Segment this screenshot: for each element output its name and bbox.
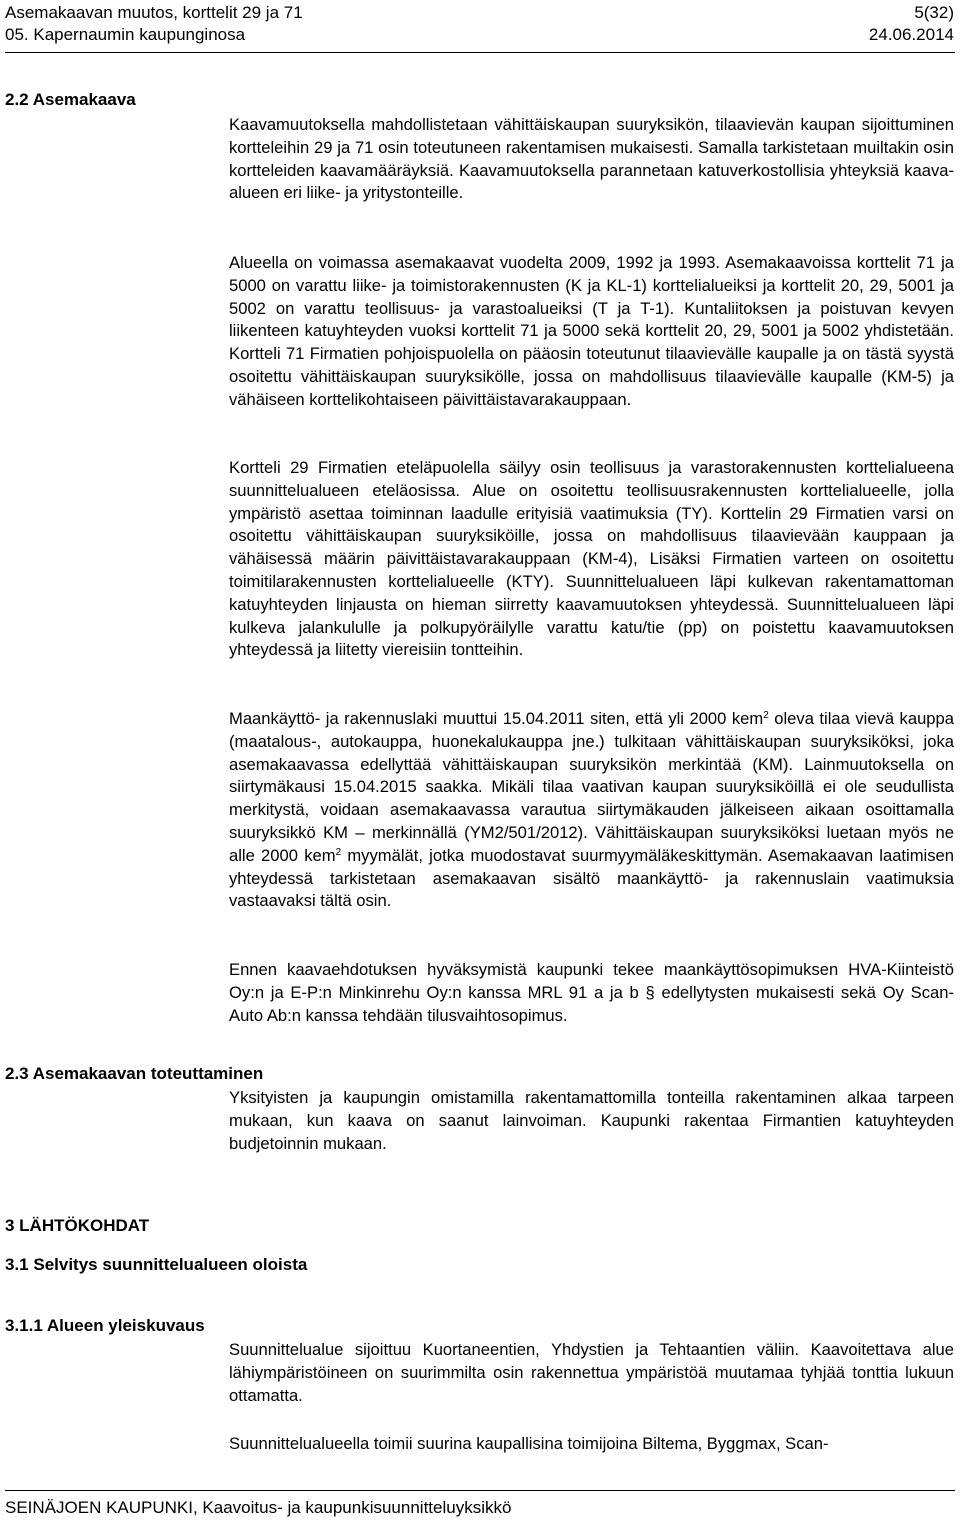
- document-subtitle: 05. Kapernaumin kaupunginosa: [5, 25, 246, 44]
- heading-asemakaava: 2.2 Asemakaava: [5, 90, 136, 109]
- paragraph-yleiskuvaus-1: Suunnittelualue sijoittuu Kuortaneentien, Yhdystien ja Tehtaantien väliin. Kaavoitettava alue lähiympäristöineen on suurimmilta osin rakennettua ympäristöä muutamaa tyhjää tonttia lukuun ottamatta.: [229, 1340, 954, 1405]
- footer-rule: [5, 1490, 955, 1491]
- footer-text: SEINÄJOEN KAUPUNKI, Kaavoitus- ja kaupunkisuunnitteluyksikkö: [5, 1498, 512, 1517]
- document-title: Asemakaavan muutos, korttelit 29 ja 71: [5, 3, 303, 22]
- heading-toteuttaminen: 2.3 Asemakaavan toteuttaminen: [5, 1064, 264, 1083]
- page-number: 5(32): [914, 3, 954, 22]
- paragraph-asemakaava-2: Alueella on voimassa asemakaavat vuodelta 2009, 1992 ja 1993. Asemakaavoissa korttelit 71 ja 5000 on varattu liike- ja toimistorakennusten (K ja KL-1) korttelialueiksi ja korttelit 20, 29, 5001 ja 5002 on varattu teollisuus- ja varastoalueiksi (T ja T-1). Kuntaliitoksen ja poistuvan kevyen liikenteen katuyhteyden vuoksi korttelit 71 ja 5000 sekä korttelit 20, 29, 5001 ja 5002 yhdistetään. Kortteli 71 Firmatien pohjoispuolella on pääosin toteutunut tilaavievälle kaupalle ja on tästä syystä osoitettu vähittäiskaupan suuryksikölle, jossa on mahdollisuus tilaavievälle kaupalle (KM-5) ja vähäiseen korttelikohtaiseen päivittäistavarakauppaan.: [229, 253, 954, 409]
- heading-selvitys: 3.1 Selvitys suunnittelualueen oloista: [5, 1255, 308, 1274]
- paragraph-toteuttaminen-1: Yksityisten ja kaupungin omistamilla rakentamattomilla tonteilla rakentaminen alkaa tarpeen mukaan, kun kaava on saanut lainvoiman. Kaupunki rakentaa Firmantien katuyhteyden budjetoinnin mukaan.: [229, 1088, 954, 1153]
- paragraph-yleiskuvaus-2: Suunnittelualueella toimii suurina kaupallisina toimijoina Biltema, Byggmax, Scan-: [229, 1434, 829, 1453]
- paragraph-asemakaava-4-part-c: myymälät, jotka muodostavat suurmyymäläkeskittymän. Asemakaavan laatimisen yhteydessä tarkistetaan asemakaavan sisältö maankäyttö- ja rakennuslain vaatimuksia vastaavaksi tältä osin.: [229, 845, 954, 911]
- paragraph-asemakaava-3: Kortteli 29 Firmatien eteläpuolella säilyy osin teollisuus ja varastorakennusten korttelialueena suunnittelualueen eteläosissa. Alue on osoitettu teollisuusrakennusten korttelialueelle, jolla ympäristö asettaa toiminnan laadulle erityisiä vaatimuksia (TY). Korttelin 29 Firmatien varsi on osoitettu vähittäiskaupan suuryksiköille, jossa on mahdollisuus tilaavievään kauppaan ja vähäisessä määrin päivittäistavarakauppaan (KM-4), Lisäksi Firmatien varteen on osoitettu toimitilarakennusten korttelialueelle (KTY). Suunnittelualueen läpi kulkevan rakentamattoman katuyhteyden linjausta on hieman siirretty kaavamuutoksen yhteydessä. Suunnittelualueen läpi kulkeva jalankululle ja polkupyöräilylle varattu katu/tie (pp) on poistettu kaavamuutoksen yhteydessä ja liitetty viereisiin tontteihin.: [229, 458, 954, 660]
- superscript-2: 2: [763, 710, 769, 721]
- heading-lahtokohdat: 3 LÄHTÖKOHDAT: [5, 1216, 150, 1235]
- paragraph-asemakaava-4-part-a: Maankäyttö- ja rakennuslaki muuttui 15.04.2011 siten, että yli 2000 kem: [229, 709, 764, 728]
- paragraph-asemakaava-4-part-b: oleva tilaa vievä kauppa (maatalous-, autokauppa, huonekalukauppa jne.) tulkitaan vähittäiskaupan suuryksiköksi, joka asemakaavassa edellyttää vähittäiskaupan suuryksikön merkintää (KM). Lainmuutoksella on siirtymäkausi 15.04.2015 saakka. Mikäli tilaa vaativan kaupan suuryksiköillä ei ole seudullista merkitystä, voidaan asemakaavassa varautua siirtymäkauden jälkeiseen aikaan osoittamalla suuryksikkö KM – merkinnällä (YM2/501/2012). Vähittäiskaupan suuryksiköksi luetaan myös ne alle 2000 kem: [229, 709, 954, 865]
- heading-yleiskuvaus: 3.1.1 Alueen yleiskuvaus: [5, 1316, 205, 1335]
- paragraph-asemakaava-4: [229, 708, 954, 913]
- document-date: 24.06.2014: [868, 25, 954, 44]
- paragraph-asemakaava-5: Ennen kaavaehdotuksen hyväksymistä kaupunki tekee maankäyttösopimuksen HVA-Kiinteistö Oy:n ja E-P:n Minkinrehu Oy:n kanssa MRL 91 a ja b § edellytysten mukaisesti sekä Oy Scan-Auto Ab:n kanssa tehdään tilusvaihtosopimus.: [229, 960, 954, 1025]
- header-rule: [5, 52, 955, 53]
- superscript-2: 2: [335, 846, 342, 858]
- paragraph-asemakaava-1: Kaavamuutoksella mahdollistetaan vähittäiskaupan suuryksikön, tilaavievän kaupan sijoittuminen kortteleihin 29 ja 71 osin toteutuneen rakentamisen mukaisesti. Samalla tarkistetaan muiltakin osin kortteleiden kaavamääräyksiä. Kaavamuutoksella parannetaan katuverkostollisia yhteyksiä kaava-alueen eri liike- ja yritystonteille.: [229, 115, 954, 203]
